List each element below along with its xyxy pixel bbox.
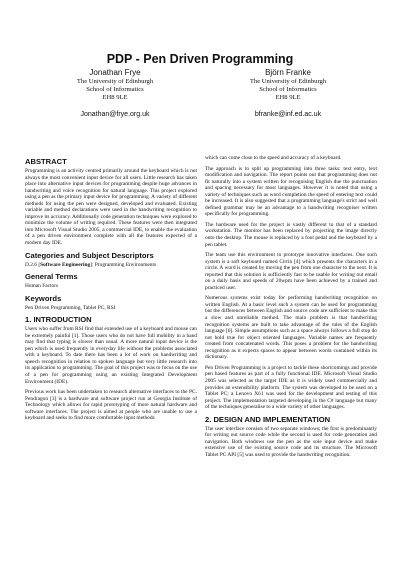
- abstract-text: Programming is an activity centred primarily around the keyboard which is not always the most convenient input device for all users. Little research has taken place into alternative input devices for programming despite huge advances in handwriting and voice recognition for natural language. This project explored using a pen as the primary input device for programming. A variety of different methods for using the pen were designed, developed and evaluated. Existing variable and method declarations were used in the handwriting recognition to improve its accuracy. Additionally code generation techniques were explored to minimize the volume of writing required. These features were then integrated into Microsoft Visual Studio 2005, a commercial IDE, to enable the evaluation of a pen driven environment complete with all the features expected of a modern day IDE.: [25, 168, 197, 247]
- categories-heading: Categories and Subject Descriptors: [25, 250, 154, 260]
- author-affiliation: The University of Edinburgh: [249, 78, 327, 85]
- body-paragraph: The approach is to split up programming into three tasks: text entry, text modification and navigation. The report points out that programming does not fit naturally into a system written for recognising English due the punctuation and spacing necessary for most languages. However it is noted that using a variety of techniques such as word completion the speed of entering text could be increased. It is also suggested that a programming language's strict and well defined grammar may be an advantage to a handwriting recogniser written specifically for programming.: [205, 165, 377, 218]
- design-heading: 2. DESIGN AND IMPLEMENTATION: [205, 414, 331, 424]
- general-terms-heading: General Terms: [25, 272, 78, 282]
- body-paragraph: The hardware used for the project is vastly different to that of a standard workstation. The monitor has been replaced by projecting the image directly onto the desktop. The mouse is replaced by a foot pedal and the keyboard by a pen tablet.: [205, 221, 377, 248]
- right-column: [205, 155, 377, 462]
- body-paragraph: The team use this environment to prototype innovative interfaces. One such system is a soft keyboard named Cirrin [4] which presents the characters in a circle. A word is created by moving the pen from one character to the next. It is reported that this solution is sufficiently fast to be usable for writing out email on a daily basis and speeds of 20wpm have been achieved by a trained and practiced user.: [205, 252, 377, 291]
- left-column: [25, 157, 197, 426]
- body-paragraph: The user interface consists of two separate windows; the first is predominantly for writing out source code while the second is used for code generation and navigation. Both windows use the pen as the sole input device and make extensive use of the existing source code and its structure. The Microsoft Tablet PC API [5] was used to provide the handwriting recognition.: [205, 425, 377, 458]
- categories-text: [25, 262, 197, 269]
- body-paragraph: which can come close to the speed and accuracy of a keyboard.: [205, 155, 342, 161]
- keywords-heading: Keywords: [25, 293, 62, 303]
- body-paragraph: Pen Driven Programming is a project to tackle these shortcomings and provide pen based features as part of a fully functional IDE. Microsoft Visual Studio 2005 was selected as the target IDE as it is widely used commercially and provides an extensibility platform. The system was developed to be used on a Tablet PC; a Lenovo X61 was used for the development and testing of this project. The implementation targeted developing in the C# language but many of the techniques generalise to a wide variety of other languages.: [205, 364, 377, 411]
- author-block: [203, 68, 373, 120]
- author-name: Björn Franke: [265, 68, 311, 77]
- author-address: EH8 9LE: [102, 94, 128, 102]
- author-email: Jonathan@frye.org.uk: [80, 110, 150, 118]
- author-block: [30, 68, 200, 120]
- keywords-text: Pen Driven Programming, Tablet PC, RSI: [25, 304, 116, 311]
- categories-code: D.2.6 [: [25, 261, 41, 268]
- general-terms-text: Human Factors: [25, 283, 59, 290]
- intro-paragraph: Users who suffer from RSI find that extended use of a keyboard and mouse can be extremely painful [1]. Those users who do not have full mobility in a hand may find that typing is slower than usual. A more natural input device is the pen which is used frequently in everyday life without the problems associated with a keyboard. To date there has been a lot of work on handwriting and speech recognition in relation to spoken language but very little research into its application to programming. The goal of this project was to focus on the use of a pen for programming using an existing Integrated Development Environment (IDE).: [25, 326, 197, 385]
- author-name: Jonathan Frye: [89, 68, 141, 77]
- categories-bold: Software Engineering: [40, 261, 91, 268]
- author-affiliation: The University of Edinburgh: [76, 78, 154, 85]
- author-address: EH8 9LE: [275, 94, 301, 102]
- author-school: School of Informatics: [259, 86, 317, 94]
- paper-title: PDP - Pen Driven Programming: [106, 52, 294, 66]
- intro-paragraph: Previous work has been undertaken to research alternative interfaces to the PC. Pendragon [3] is a hardware and software project run at Georgia Institute of Technology which allows for rapid prototyping of more natural hardware and software interfaces. The project is aimed at people who are unable to use a keyboard and seeks to find more comfortable input methods: [25, 389, 197, 422]
- author-school: School of Informatics: [86, 86, 144, 94]
- author-email: bfranke@inf.ed.ac.uk: [254, 110, 322, 118]
- categories-rest: ]: Programming Environments: [90, 261, 157, 268]
- abstract-heading: ABSTRACT: [25, 157, 67, 166]
- body-paragraph: Numerous systems exist today for performing handwriting recognition on written English. At a basic level such a system can be used for programming but the differences between English and source code are sufficient to make this a slow and unreliable method. The main problem is that handwriting recognition systems are built to take advantage of the rules of the English language [6]. Simple assumptions such as a space always follows a full stop do not hold true for object oriented languages. Variable names are frequently created from concatenated words. This poses a problem for the handwriting recognition as it expects spaces to appear between words contained within its dictionary.: [205, 295, 377, 361]
- introduction-heading: 1. INTRODUCTION: [25, 315, 92, 325]
